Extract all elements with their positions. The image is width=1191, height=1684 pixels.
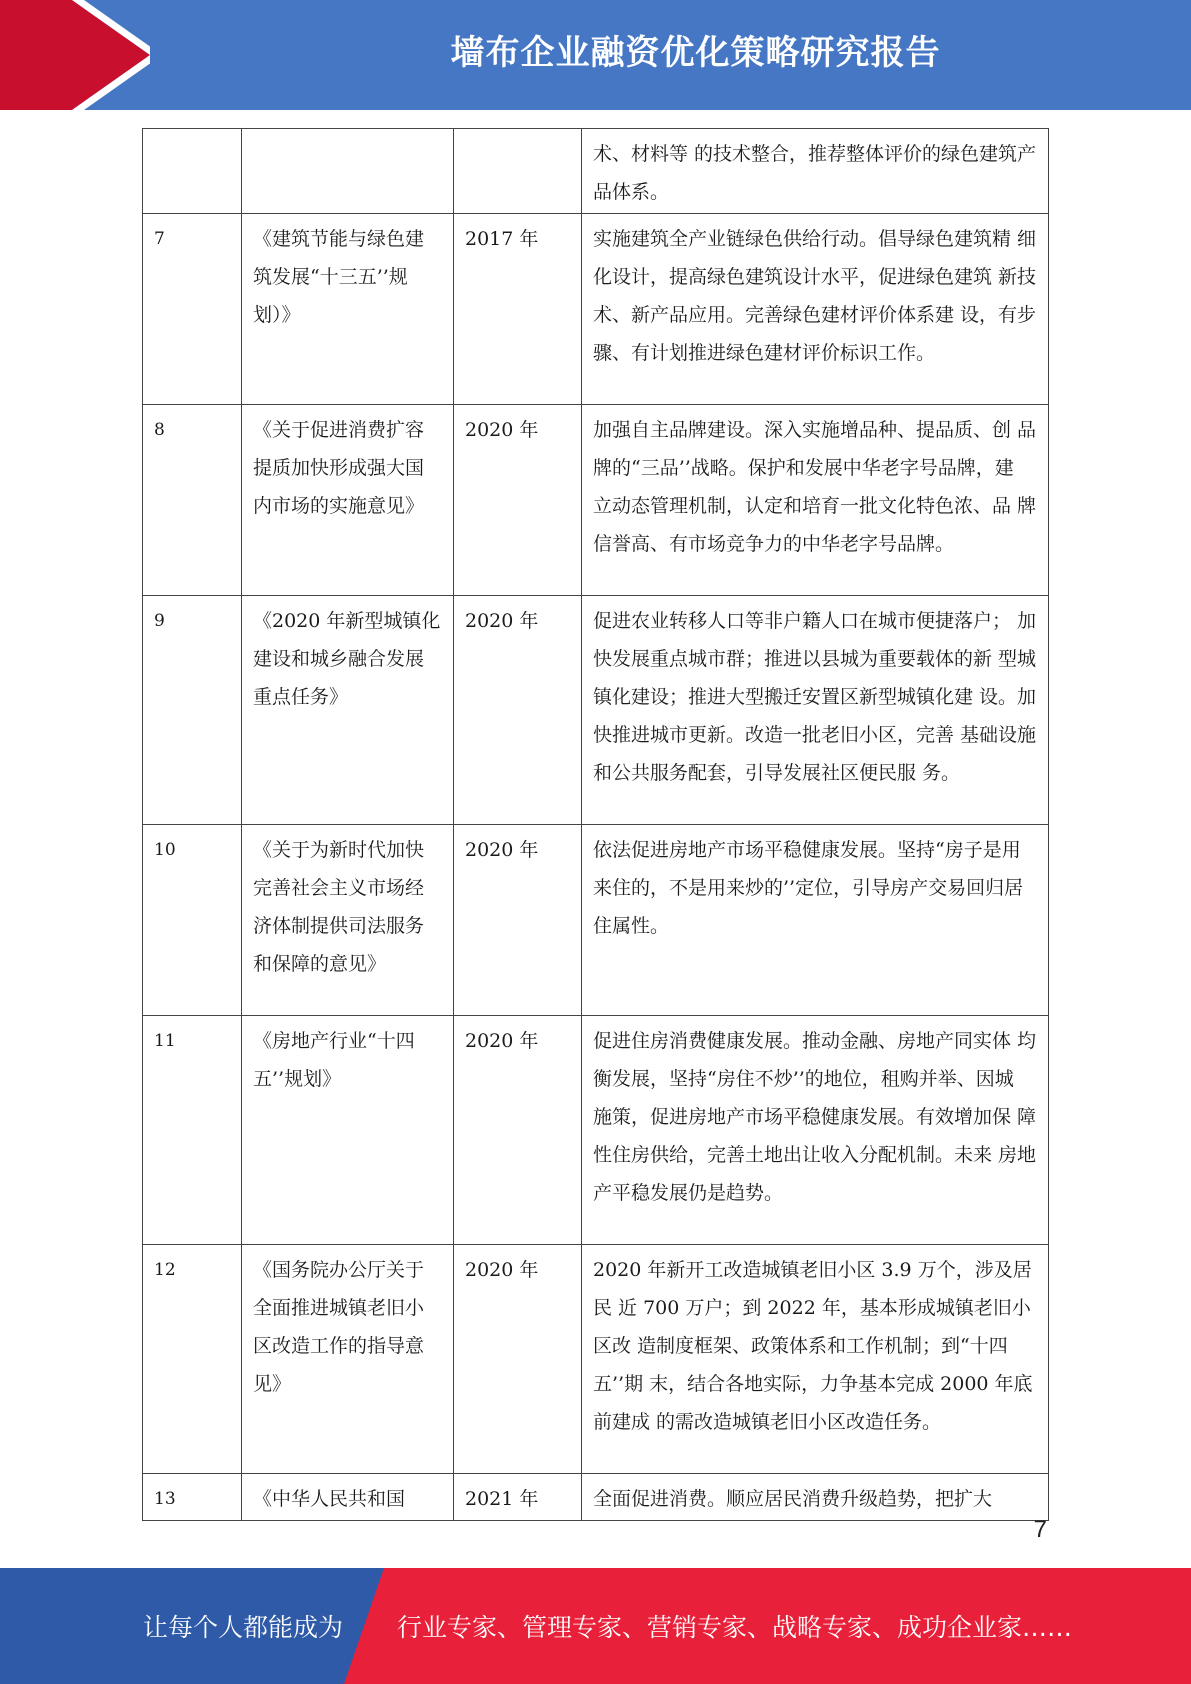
row-number: 9 [143, 596, 242, 825]
page-number: 7 [1033, 1516, 1047, 1543]
row-number: 12 [143, 1245, 242, 1474]
footer-banner [0, 1568, 1191, 1684]
row-number: 11 [143, 1016, 242, 1245]
policy-content: 全面促进消费。顺应居民消费升级趋势，把扩大 [582, 1474, 1049, 1521]
table-row [143, 1245, 1049, 1474]
policy-name: 《关于为新时代加快完善社会主义市场经济体制提供司法服务和保障的意见》 [242, 825, 454, 1016]
policy-content: 依法促进房地产市场平稳健康发展。坚持“房子是用 来住的，不是用来炒的’’定位，引导房产交易回归居 住属性。 [582, 825, 1049, 1016]
table-row [143, 405, 1049, 596]
table-row [143, 1474, 1049, 1521]
policy-year: 2017 年 [454, 214, 582, 405]
policy-table [142, 128, 1049, 1521]
table-row [143, 596, 1049, 825]
policy-content: 术、材料等 的技术整合，推荐整体评价的绿色建筑产品体系。 [582, 129, 1049, 214]
header-arrow-decoration [0, 0, 150, 110]
report-title: 墙布企业融资优化策略研究报告 [450, 33, 941, 73]
policy-year: 2020 年 [454, 1245, 582, 1474]
table-row [143, 129, 1049, 214]
policy-name: 《国务院办公厅关于全面推进城镇老旧小区改造工作的指导意见》 [242, 1245, 454, 1474]
row-number: 13 [143, 1474, 242, 1521]
row-number [143, 129, 242, 214]
policy-year [454, 129, 582, 214]
policy-content: 实施建筑全产业链绿色供给行动。倡导绿色建筑精 细化设计，提高绿色建筑设计水平，促进绿色建筑 新技术、新产品应用。完善绿色建材评价体系建 设，有步骤、有计划推进绿色建材评价标识工作。 [582, 214, 1049, 405]
table-row [143, 214, 1049, 405]
policy-name: 《关于促进消费扩容提质加快形成强大国内市场的实施意见》 [242, 405, 454, 596]
policy-name: 《房地产行业“十四五’’规划》 [242, 1016, 454, 1245]
policy-year: 2020 年 [454, 1016, 582, 1245]
policy-year: 2020 年 [454, 405, 582, 596]
policy-name: 《中华人民共和国 [242, 1474, 454, 1521]
table-row [143, 825, 1049, 1016]
policy-content: 促进农业转移人口等非户籍人口在城市便捷落户； 加快发展重点城市群；推进以县城为重要载体的新 型城镇化建设；推进大型搬迁安置区新型城镇化建 设。加快推进城市更新。改造一批老旧小区，完善 基础设施和公共服务配套，引导发展社区便民服 务。 [582, 596, 1049, 825]
policy-content: 2020 年新开工改造城镇老旧小区 3.9 万个，涉及居民 近 700 万户；到 2022 年，基本形成城镇老旧小区改 造制度框架、政策体系和工作机制；到“十四五’’期 末，结合各地实际，力争基本完成 2000 年底前建成 的需改造城镇老旧小区改造任务。 [582, 1245, 1049, 1474]
policy-year: 2021 年 [454, 1474, 582, 1521]
policy-year: 2020 年 [454, 596, 582, 825]
row-number: 7 [143, 214, 242, 405]
policy-name [242, 129, 454, 214]
policy-name: 《建筑节能与绿色建筑发展“十三五’’规 划）》 [242, 214, 454, 405]
footer-slogan-right: 行业专家、管理专家、营销专家、战略专家、成功企业家…… [397, 1613, 1073, 1642]
row-number: 8 [143, 405, 242, 596]
policy-content: 促进住房消费健康发展。推动金融、房地产同实体 均衡发展，坚持“房住不炒’’的地位，租购并举、因城 施策，促进房地产市场平稳健康发展。有效增加保 障性住房供给，完善土地出让收入分配机制。未来 房地产平稳发展仍是趋势。 [582, 1016, 1049, 1245]
footer-slogan-left: 让每个人都能成为 [143, 1613, 344, 1642]
policy-content: 加强自主品牌建设。深入实施增品种、提品质、创 品牌的“三品’’战略。保护和发展中华老字号品牌，建 立动态管理机制，认定和培育一批文化特色浓、品 牌信誉高、有市场竞争力的中华老字号品牌。 [582, 405, 1049, 596]
table-row [143, 1016, 1049, 1245]
policy-name: 《2020 年新型城镇化建设和城乡融合发展重点任务》 [242, 596, 454, 825]
row-number: 10 [143, 825, 242, 1016]
header-banner [0, 0, 1191, 110]
policy-year: 2020 年 [454, 825, 582, 1016]
